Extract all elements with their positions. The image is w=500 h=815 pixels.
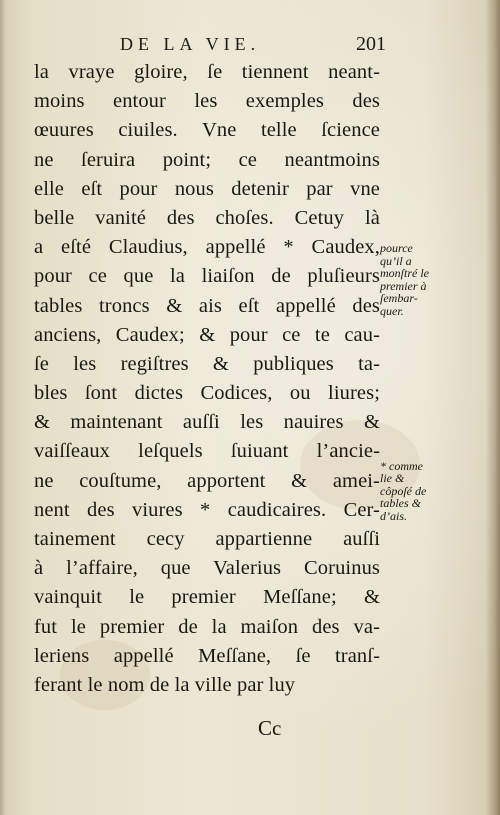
text-line: vaiſſeaux leſquels ſuiuant l’ancie- [34,440,380,463]
page-right-edge-shadow [486,0,500,815]
text-line: la vraye gloire, ſe tiennent neant- [34,61,380,83]
text-line: tables troncs & ais eſt appellé des [34,294,380,317]
margin-note-line: quer. [380,303,404,318]
text-line: ne couſtume, apportent & amei- [34,469,380,492]
text-line: moins entour les exemples des [34,90,380,113]
text-line: nent des viures * caudicaires. Cer- [34,498,380,521]
text-line: tainement cecy appartienne auſſi [34,528,380,550]
page-number: 201 [356,33,386,55]
text-line: ſe les regiſtres & publiques ta- [34,352,380,375]
page-left-edge-shadow [0,0,6,815]
signature-mark: Cc [258,716,282,740]
margin-note-line: lie & [380,471,405,486]
text-line: pour ce que la liaiſon de pluſieurs [34,265,380,288]
margin-note-line: qu’il a [380,253,412,268]
text-line: leriens appellé Meſſane, ſe tranſ- [34,644,380,667]
margin-note-line: ſembar- [380,291,418,306]
margin-notes [380,242,488,523]
body-text [34,58,380,700]
text-line: belle vanité des choſes. Cetuy là [34,206,380,229]
margin-note-line: d’ais. [380,508,407,523]
text-line: anciens, Caudex; & pour ce te cau- [34,323,380,346]
text-line: fut le premier de la maiſon des va- [34,615,380,638]
text-line: bles ſont dictes Codices, ou liures; [34,382,380,405]
margin-note-line: premier à [380,278,427,293]
text-line: à l’affaire, que Valerius Coruinus [34,557,380,580]
text-line: elle eſt pour nous detenir par vne [34,177,380,200]
page-header [120,33,386,58]
margin-note-line: * comme [380,458,423,473]
text-line: vainquit le premier Meſſane; & [34,586,380,609]
text-line: a eſté Claudius, appellé * Caudex, [34,236,380,259]
margin-note-line: monſtré le [380,266,429,281]
running-title: DE LA VIE. [120,34,261,54]
margin-note-line: tables & [380,496,421,511]
text-line: ne ſeruira point; ce neantmoins [34,148,380,171]
margin-note-line: pource [380,241,413,255]
text-line: œuures ciuiles. Vne telle ſcience [34,119,380,142]
text-line: ferant le nom de la ville par luy [34,673,296,696]
margin-note-line: côpoſé de [380,483,427,498]
text-line: & maintenant auſſi les nauires & [34,411,380,434]
